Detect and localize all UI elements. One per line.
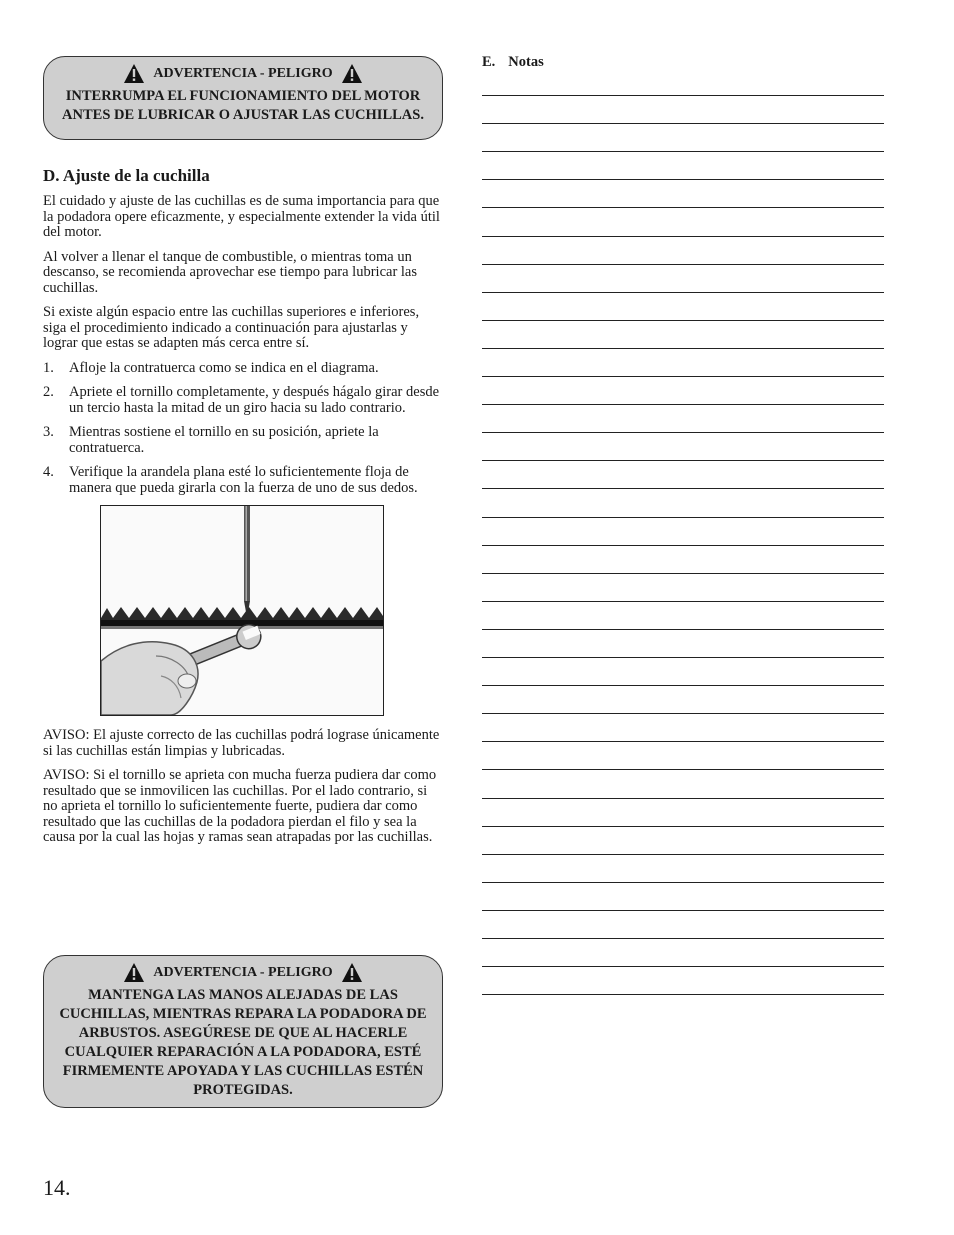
warning-box-bottom: [43, 955, 443, 1108]
notes-ruled-line: [482, 966, 884, 967]
notes-ruled-line: [482, 151, 884, 152]
notes-ruled-line: [482, 741, 884, 742]
section-title: D. Ajuste de la cuchilla: [43, 166, 210, 185]
notes-ruled-line: [482, 376, 884, 377]
notes-ruled-line: [482, 854, 884, 855]
notes-ruled-line: [482, 207, 884, 208]
notes-heading: [482, 54, 884, 71]
notes-ruled-line: [482, 404, 884, 405]
step-item: [43, 465, 443, 496]
notes-ruled-line: [482, 264, 884, 265]
step-text: Afloje la contratuerca como se indica en el diagrama.: [69, 359, 379, 376]
notes-title: Notas: [508, 54, 544, 70]
notice-paragraph: AVISO: El ajuste correcto de las cuchillas podrá lograse únicamente si las cuchillas están limpias y lubricadas.: [43, 727, 440, 759]
notes-ruled-line: [482, 910, 884, 911]
warning-box-top: [43, 56, 443, 140]
warning-triangle-icon: [341, 962, 363, 983]
blade-adjustment-illustration: [101, 506, 383, 715]
notes-ruled-line: [482, 685, 884, 686]
notes-ruled-line: [482, 713, 884, 714]
notes-ruled-line: [482, 798, 884, 799]
notes-ruled-line: [482, 882, 884, 883]
step-item: [43, 361, 443, 377]
step-text: Apriete el tornillo completamente, y después hágalo girar desde un tercio hasta la mitad de un giro hacia su lado contrario.: [69, 384, 440, 416]
warning-header: [46, 962, 440, 983]
notes-ruled-line: [482, 826, 884, 827]
blade-adjustment-photo: [100, 505, 384, 716]
step-text: Verifique la arandela plana esté lo suficientemente floja de manera que pueda girarla con la fuerza de uno de sus dedos.: [69, 464, 418, 496]
step-text: Mientras sostiene el tornillo en su posición, apriete la contratuerca.: [69, 424, 379, 456]
notes-ruled-line: [482, 432, 884, 433]
notes-ruled-line: [482, 320, 884, 321]
left-column: [43, 56, 443, 855]
notes-ruled-line: [482, 460, 884, 461]
step-item: [43, 385, 443, 416]
notes-ruled-line: [482, 573, 884, 574]
notes-letter: E.: [482, 54, 496, 70]
notes-ruled-line: [482, 657, 884, 658]
notes-ruled-line: [482, 769, 884, 770]
notes-ruled-line: [482, 938, 884, 939]
notes-ruled-line: [482, 95, 884, 96]
step-item: [43, 425, 443, 456]
notes-ruled-line: [482, 292, 884, 293]
notes-ruled-line: [482, 517, 884, 518]
notice-paragraph: AVISO: Si el tornillo se aprieta con mucha fuerza pudiera dar como resultado que se inmovilicen las cuchillas. Por el lado contrario, si no aprieta el tornillo lo suficientemente fuerte, pudiera dar como resultado que las cuchillas de la podadora pierdan el filo y sea la causa por la cual las hojas y ramas sean atrapadas por las cuchillas.: [43, 767, 437, 845]
warning-triangle-icon: [341, 63, 363, 84]
notes-ruled-line: [482, 123, 884, 124]
paragraph: Si existe algún espacio entre las cuchillas superiores e inferiores, siga el procedimiento indicado a continuación para ajustarlas y lograr que estas se adapten más cerca entre sí.: [43, 304, 420, 351]
page-number: 14.: [43, 1175, 71, 1200]
warning-body-text: MANTENGA LAS MANOS ALEJADAS DE LAS CUCHILLAS, MIENTRAS REPARA LA PODADORA DE ARBUSTOS. ASEGÚRESE DE QUE AL HACERLE CUALQUIER REPARACIÓN A LA PODADORA, ESTÉ FIRMEMENTE APOYADA Y LAS CUCHILLAS ESTÉN PROTEGIDAS.: [59, 987, 427, 1098]
notes-ruled-line: [482, 629, 884, 630]
paragraph: El cuidado y ajuste de las cuchillas es de suma importancia para que la podadora opere eficazmente, y especialmente extender la vida útil del motor.: [43, 193, 440, 240]
warning-text-line-2: ANTES DE LUBRICAR O AJUSTAR LAS CUCHILLAS.: [62, 107, 424, 123]
warning-text-line-1: INTERRUMPA EL FUNCIONAMIENTO DEL MOTOR: [65, 88, 421, 104]
notes-column: [482, 54, 884, 71]
notes-ruled-line: [482, 994, 884, 995]
notes-ruled-line: [482, 601, 884, 602]
step-number: 2.: [43, 384, 54, 400]
notes-ruled-line: [482, 488, 884, 489]
step-number: 3.: [43, 424, 54, 440]
notes-ruled-line: [482, 236, 884, 237]
steps-list: [43, 361, 443, 497]
notes-ruled-line: [482, 545, 884, 546]
notes-ruled-line: [482, 179, 884, 180]
step-number: 1.: [43, 359, 54, 376]
warning-header: [46, 63, 440, 84]
warning-header-text: ADVERTENCIA - PELIGRO: [153, 965, 333, 980]
paragraph: Al volver a llenar el tanque de combustible, o mientras toma un descanso, se recomienda aprovechar ese tiempo para lubricar las cuchillas.: [43, 248, 418, 296]
step-number: 4.: [43, 464, 54, 480]
notes-ruled-line: [482, 348, 884, 349]
warning-triangle-icon: [123, 63, 145, 84]
warning-triangle-icon: [123, 962, 145, 983]
warning-header-text: ADVERTENCIA - PELIGRO: [153, 66, 333, 81]
